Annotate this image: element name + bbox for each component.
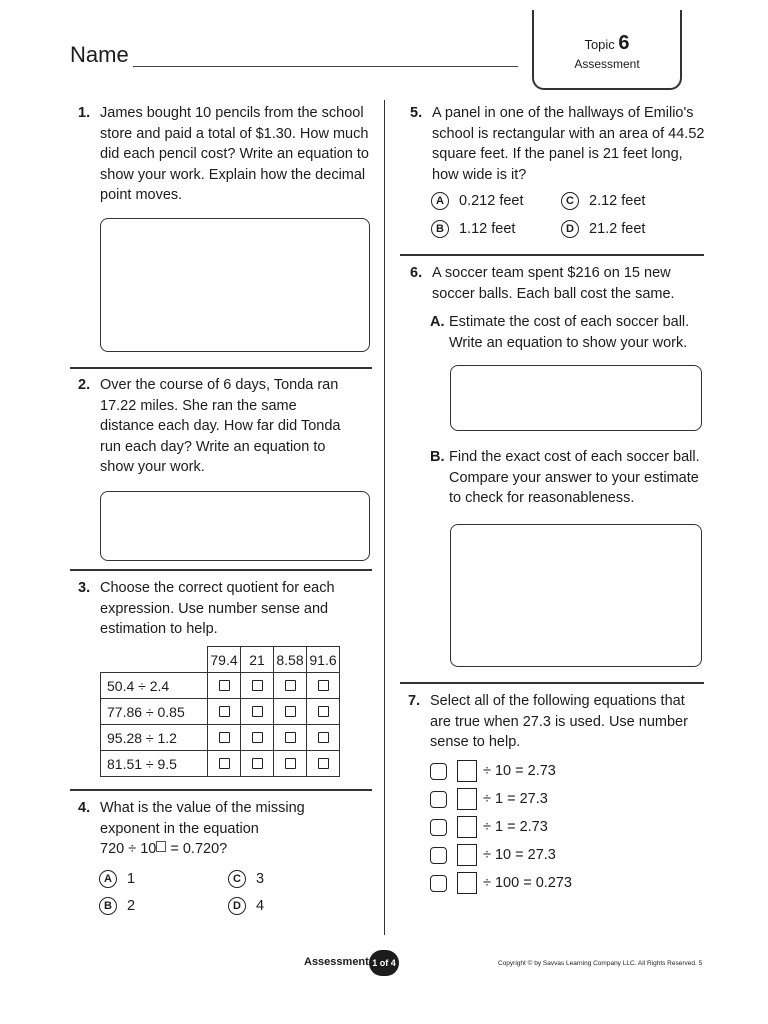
checkbox[interactable] xyxy=(285,680,296,691)
option-c[interactable]: C 3 xyxy=(228,870,264,888)
checkbox[interactable] xyxy=(285,758,296,769)
option-d[interactable]: D 4 xyxy=(228,897,264,915)
checkbox[interactable] xyxy=(219,758,230,769)
table-row xyxy=(101,751,340,777)
checkbox[interactable] xyxy=(430,763,447,780)
option-a[interactable]: A 0.212 feet xyxy=(431,192,524,210)
checkbox[interactable] xyxy=(285,706,296,717)
option-b[interactable]: B 2 xyxy=(99,897,135,915)
question-3-number: 3. xyxy=(78,580,91,596)
question-6-text: A soccer team spent $216 on 15 new soccer balls. Each ball cost the same. xyxy=(432,265,675,302)
question-2-answer-box[interactable] xyxy=(100,491,370,561)
equation-right: = 0.720? xyxy=(166,841,228,857)
table-row xyxy=(101,699,340,725)
option-letter-circle: A xyxy=(99,870,117,888)
question-6-number: 6. xyxy=(410,265,423,281)
question-4 xyxy=(78,798,360,860)
equation-option[interactable]: ÷ 10 = 27.3 xyxy=(430,841,690,869)
quotient-table xyxy=(100,646,340,777)
equation-option[interactable]: ÷ 1 = 2.73 xyxy=(430,813,690,841)
equation-option[interactable]: ÷ 100 = 0.273 xyxy=(430,869,690,897)
table-row xyxy=(101,673,340,699)
checkbox[interactable] xyxy=(318,706,329,717)
question-7-text: Select all of the following equations that are true when 27.3 is used. Use number sense to help. xyxy=(430,693,688,750)
divider xyxy=(70,789,372,791)
topic-number: 6 xyxy=(618,32,630,54)
checkbox[interactable] xyxy=(318,680,329,691)
checkbox[interactable] xyxy=(318,732,329,743)
checkbox[interactable] xyxy=(219,706,230,717)
question-6b-answer-box[interactable] xyxy=(450,524,702,667)
question-1-number: 1. xyxy=(78,105,91,121)
option-letter-circle: C xyxy=(228,870,246,888)
name-field[interactable] xyxy=(133,66,518,67)
option-c[interactable]: C 2.12 feet xyxy=(561,192,645,210)
question-5-number: 5. xyxy=(410,105,423,121)
checkbox[interactable] xyxy=(219,732,230,743)
equation-left: 720 ÷ 10 xyxy=(100,841,157,857)
divider xyxy=(400,682,704,684)
name-label: Name xyxy=(70,42,129,67)
checkbox[interactable] xyxy=(219,680,230,691)
row-expression: 95.28 ÷ 1.2 xyxy=(101,725,208,751)
checkbox[interactable] xyxy=(430,819,447,836)
page-number: 5 xyxy=(698,960,703,967)
divider xyxy=(70,569,372,571)
part-b-label: B. xyxy=(430,449,445,465)
question-7 xyxy=(408,691,705,753)
part-a-label: A. xyxy=(430,314,445,330)
row-expression: 81.51 ÷ 9.5 xyxy=(101,751,208,777)
question-5 xyxy=(410,103,707,185)
column-header: 79.4 xyxy=(208,647,241,673)
blank-box xyxy=(457,760,477,782)
column-header: 21 xyxy=(241,647,274,673)
question-6a-answer-box[interactable] xyxy=(450,365,702,431)
checkbox[interactable] xyxy=(252,758,263,769)
option-d[interactable]: D 21.2 feet xyxy=(561,220,645,238)
column-header: 8.58 xyxy=(274,647,307,673)
question-3-text: Choose the correct quotient for each expression. Use number sense and estimation to help. xyxy=(100,580,335,637)
checkbox[interactable] xyxy=(318,758,329,769)
question-1-answer-box[interactable] xyxy=(100,218,370,352)
part-a-text: Estimate the cost of each soccer ball. Write an equation to show your work. xyxy=(449,314,690,351)
question-2-number: 2. xyxy=(78,377,91,393)
column-divider xyxy=(384,100,385,935)
option-a[interactable]: A 1 xyxy=(99,870,135,888)
question-1-text: James bought 10 pencils from the school store and paid a total of $1.30. How much did each pencil cost? Write an equation to show your work. Explain how the decimal point moves. xyxy=(100,105,369,203)
question-1 xyxy=(78,103,370,206)
question-6-part-a xyxy=(430,312,704,353)
question-7-number: 7. xyxy=(408,693,421,709)
question-4-text: What is the value of the missing exponent in the equation xyxy=(100,800,305,837)
option-b[interactable]: B 1.12 feet xyxy=(431,220,515,238)
equation-option[interactable]: ÷ 10 = 2.73 xyxy=(430,757,690,785)
option-letter-circle: D xyxy=(561,220,579,238)
divider xyxy=(70,367,372,369)
question-6 xyxy=(410,263,702,304)
divider xyxy=(400,254,704,256)
option-letter-circle: B xyxy=(431,220,449,238)
blank-box xyxy=(457,844,477,866)
checkbox[interactable] xyxy=(252,680,263,691)
option-letter-circle: A xyxy=(431,192,449,210)
blank-box xyxy=(457,872,477,894)
row-expression: 77.86 ÷ 0.85 xyxy=(101,699,208,725)
copyright: Copyright © by Savvas Learning Company LLC. All Rights Reserved. 5 xyxy=(498,960,703,967)
question-2 xyxy=(78,375,350,478)
option-letter-circle: B xyxy=(99,897,117,915)
column-header: 91.6 xyxy=(307,647,340,673)
topic-badge xyxy=(532,10,682,90)
checkbox[interactable] xyxy=(430,875,447,892)
equation-list xyxy=(430,757,690,897)
exponent-blank xyxy=(156,841,166,852)
question-3 xyxy=(78,578,360,640)
checkbox[interactable] xyxy=(252,732,263,743)
row-expression: 50.4 ÷ 2.4 xyxy=(101,673,208,699)
question-5-text: A panel in one of the hallways of Emilio's school is rectangular with an area of 44.52 square feet. If the panel is 21 feet long, how wide is it? xyxy=(432,105,705,183)
equation-option[interactable]: ÷ 1 = 27.3 xyxy=(430,785,690,813)
table-header-row xyxy=(101,647,340,673)
table-row xyxy=(101,725,340,751)
topic-sub: Assessment xyxy=(574,57,640,71)
blank-box xyxy=(457,788,477,810)
checkbox[interactable] xyxy=(285,732,296,743)
option-letter-circle: D xyxy=(228,897,246,915)
page-badge: 1 of 4 xyxy=(369,950,399,976)
question-6-part-b xyxy=(430,447,704,509)
checkbox[interactable] xyxy=(252,706,263,717)
checkbox[interactable] xyxy=(430,791,447,808)
blank-box xyxy=(457,816,477,838)
checkbox[interactable] xyxy=(430,847,447,864)
question-2-text: Over the course of 6 days, Tonda ran 17.22 miles. She ran the same distance each day. How far did Tonda run each day? Write an equation to show your work. xyxy=(100,377,341,475)
option-letter-circle: C xyxy=(561,192,579,210)
part-b-text: Find the exact cost of each soccer ball. Compare your answer to your estimate to check for reasonableness. xyxy=(449,449,700,506)
topic-prefix: Topic xyxy=(584,37,615,52)
question-4-number: 4. xyxy=(78,800,91,816)
footer-label: Assessment xyxy=(304,956,369,968)
